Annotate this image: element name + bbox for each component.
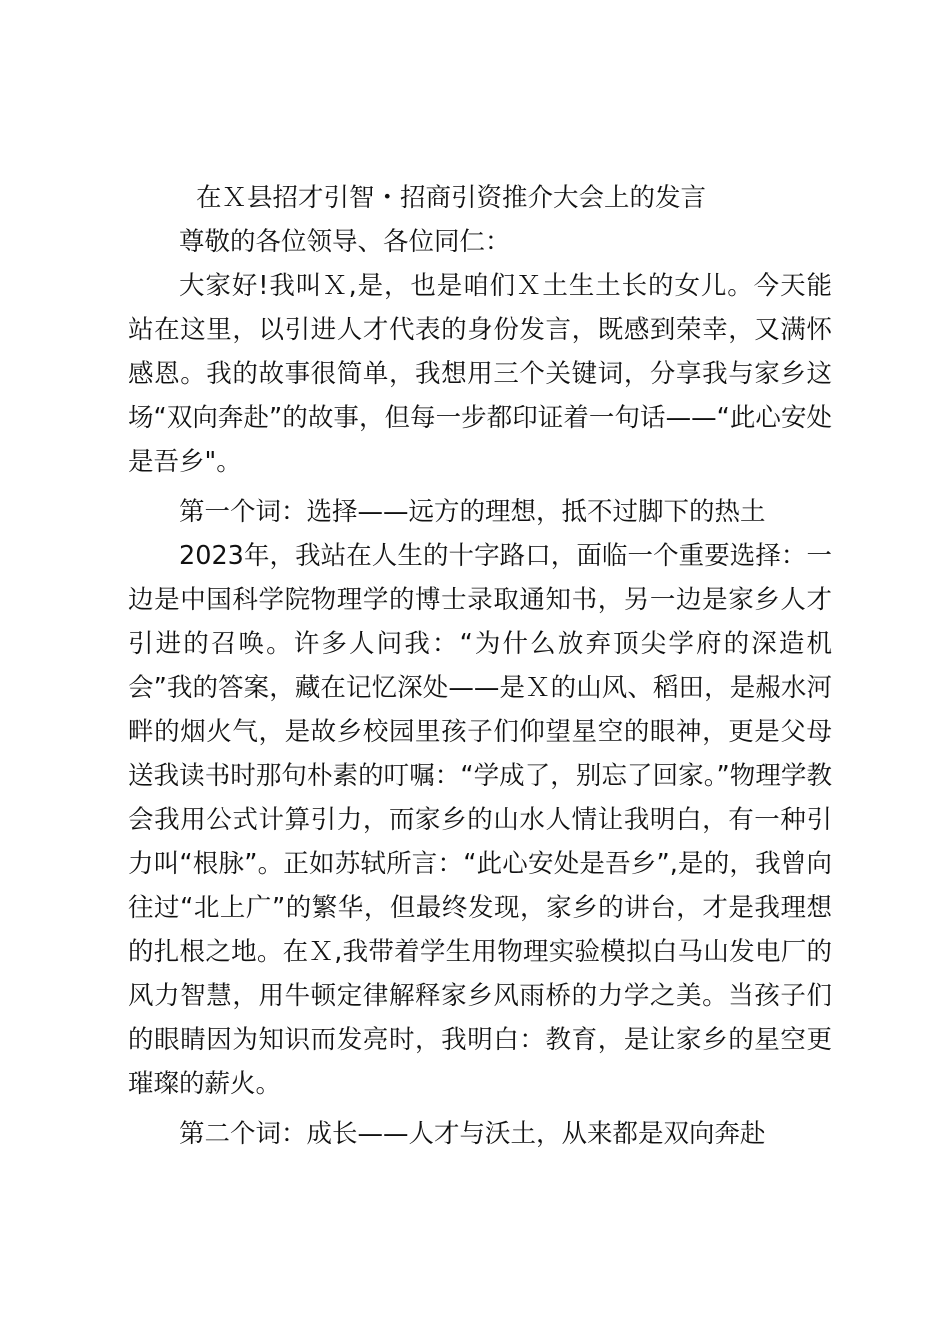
paragraph-choice-story: 2023年，我站在人生的十字路口，面临一个重要选择：一边是中国科学院物理学的博士录取通知书，另一边是家乡人才引进的召唤。许多人问我：“为什么放弃顶尖学府的深造机会”我的答案，藏在记忆深处——是Ｘ的山风、稻田，是赧水河畔的烟火气，是故乡校园里孩子们仰望星空的眼神，更是父母送我读书时那句朴素的叮嘱：“学成了，别忘了回家。”物理学教会我用公式计算引力，而家乡的山水人情让我明白，有一种引力叫“根脉”。正如苏轼所言：“此心安处是吾乡”,是的，我曾向往过“北上广”的繁华，但最终发现，家乡的讲台，才是我理想的扎根之地。在Ｘ,我带着学生用物理实验模拟白马山发电厂的风力智慧，用牛顿定律解释家乡风雨桥的力学之美。当孩子们的眼睛因为知识而发亮时，我明白：教育，是让家乡的星空更璀璨的薪火。: [128, 541, 832, 1099]
document-title: 在Ｘ县招才引智・招商引资推介大会上的发言: [196, 183, 707, 213]
document-body: [128, 176, 832, 1156]
section-heading-choice: 第一个词：选择——远方的理想，抵不过脚下的热土: [179, 497, 766, 527]
paragraph-introduction: 大家好!我叫Ｘ,是，也是咱们Ｘ土生土长的女儿。今天能站在这里，以引进人才代表的身份发言，既感到荣幸，又满怀感恩。我的故事很简单，我想用三个关键词，分享我与家乡这场“双向奔赴”的故事，但每一步都印证着一句话——“此心安处是吾乡"。: [128, 271, 832, 477]
salutation: 尊敬的各位领导、各位同仁：: [179, 227, 511, 257]
section-heading-growth: 第二个词：成长——人才与沃土，从来都是双向奔赴: [179, 1119, 766, 1149]
